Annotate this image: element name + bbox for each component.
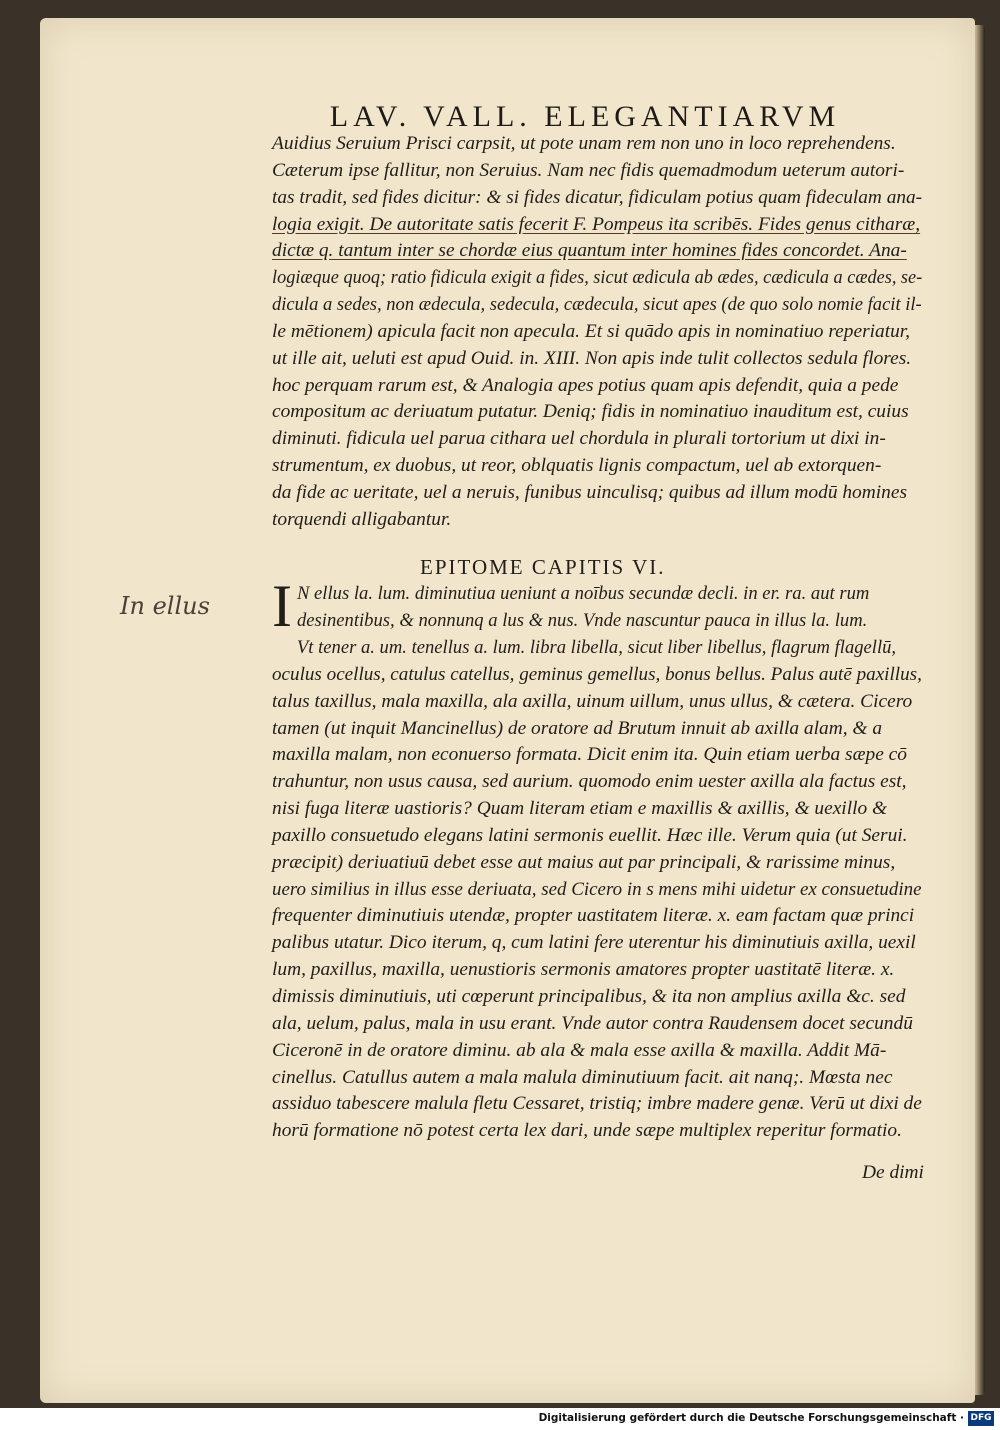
text-block-3 <box>272 635 922 1145</box>
text-block-1 <box>272 131 922 534</box>
text-line: lum, paxillus, maxilla, uenustioris sermonis amatores propter uastitatē literæ. x. <box>272 959 895 981</box>
dfg-logo[interactable]: DFG <box>968 1411 994 1426</box>
text-block-2 <box>272 573 922 639</box>
text-line: assiduo tabescere malula fletu Cessaret, tristiq; imbre madere genæ. Verū ut dixi de <box>272 1093 922 1115</box>
text-line: logiæque quoq; ratio fidicula exigit a fides, sicut ædicula ab ædes, cædicula a cædes, se- <box>272 267 923 289</box>
margin-annotation: In ellus <box>120 592 210 620</box>
running-head: LAV. VALL. ELEGANTIARVM <box>329 100 841 133</box>
footer-bar <box>0 1408 1000 1430</box>
text-line: Ciceronē in de oratore diminu. ab ala & mala esse axilla & maxilla. Addit Mā- <box>272 1039 887 1061</box>
text-line: paxillo consuetudo elegans latini sermonis euellit. Hæc ille. Verum quia (ut Serui. <box>272 824 908 846</box>
text-line: torquendi alligabantur. <box>272 508 452 530</box>
text-line: tamen (ut inquit Mancinellus) de oratore ad Brutum innuit ab axilla alam, & a <box>272 717 883 739</box>
text-line: le mētionem) apicula facit non apecula. Et si quādo apis in nominatiuo reperiatur, <box>272 320 911 342</box>
text-line: desinentibus, & nonnunq a lus & nus. Vnde nascuntur pauca in illus la. lum. <box>296 609 868 631</box>
text-line: Cæterum ipse fallitur, non Seruius. Nam nec fidis quemadmodum ueterum autori- <box>272 159 905 181</box>
text-line: dicula a sedes, non ædecula, sedecula, cædecula, sicut apes (de quo solo nomie facit il- <box>272 294 922 316</box>
text-line: talus taxillus, mala maxilla, ala axilla, uinum uillum, unus ullus, & cætera. Cicero <box>272 690 913 712</box>
text-line: logia exigit. De autoritate satis fecerit F. Pompeus ita scribēs. Fides genus citharæ, <box>272 213 921 235</box>
text-line: nisi fuga literæ uastioris? Quam literam etiam e maxillis & axillis, & uexillo & <box>272 798 888 820</box>
catchword: De dimi <box>862 1162 924 1183</box>
drop-capital: I <box>272 573 292 639</box>
text-line: uero similius in illus esse deriuata, sed Cicero in s mens mihi uidetur ex consuetudine <box>272 878 922 900</box>
text-line: Vt tener a. um. tenellus a. lum. libra libella, sicut liber libellus, flagrum flagellū, <box>296 637 897 658</box>
text-line: trahuntur, non usus causa, sed aurium. quomodo enim uester axilla ala factus est, <box>272 771 907 793</box>
text-line: compositum ac deriuatum putatur. Deniq; fidis in nominatiuo inauditum est, cuius <box>272 401 909 423</box>
text-line: præcipit) deriuatiuū debet esse aut maius aut par principali, & rarissime minus, <box>272 851 896 873</box>
text-line: palibus utatur. Dico iterum, q, cum latini fere uterentur his diminutiuis axilla, uexil <box>272 932 916 954</box>
text-line: hoc perquam rarum est, & Analogia apes potius quam apis defendit, quia a pede <box>272 374 899 396</box>
text-line: strumentum, ex duobus, ut reor, oblquatis lignis compactum, uel ab extorquen- <box>272 455 882 477</box>
text-line: frequenter diminutiuis utendæ, propter uastitatem literæ. x. eam factam quæ princi <box>272 905 915 927</box>
text-line: oculus ocellus, catulus catellus, geminus gemellus, bonus bellus. Palus autē paxillus, <box>272 663 922 685</box>
text-line: N ellus la. lum. diminutiua ueniunt a noībus secundæ decli. in er. ra. aut rum <box>296 583 870 604</box>
text-line: da fide ac ueritate, uel a neruis, funibus uinculisq; quibus ad illum modū homines <box>272 481 907 503</box>
section-heading: EPITOME CAPITIS VI. <box>420 555 666 579</box>
text-line: tas tradit, sed fides dicitur: & si fides dicatur, fidiculam potius quam fideculam ana- <box>272 186 923 208</box>
text-line: ala, uelum, palus, mala in usu erant. Vnde autor contra Raudensem docet secundū <box>272 1012 913 1034</box>
text-line: horū formatione nō potest certa lex dari, unde sæpe multiplex reperitur formatio. <box>272 1120 902 1142</box>
text-line: diminuti. fidicula uel parua cithara uel chordula in plurali tortorium ut dixi in- <box>272 428 886 450</box>
text-line: maxilla malam, non econuerso formata. Dicit enim ita. Quin etiam uerba sæpe cō <box>272 744 907 766</box>
text-line: dimissis diminutiuis, uti cœperunt principalibus, & ita non amplius axilla &c. sed <box>272 985 906 1007</box>
text-line: Auidius Seruium Prisci carpsit, ut pote unam rem non uno in loco reprehendens. <box>272 133 896 154</box>
text-line: cinellus. Catullus autem a mala malula diminutiuum facit. ait nanq;. Mœsta nec <box>272 1066 893 1088</box>
funding-notice: Digitalisierung gefördert durch die Deutsche Forschungsgemeinschaft · <box>538 1412 964 1424</box>
text-line: ut ille ait, ueluti est apud Ouid. in. XIII. Non apis inde tulit collectos sedula flores. <box>272 347 912 369</box>
text-line: dictæ q. tantum inter se chordæ eius quantum inter homines fides concordet. Ana- <box>272 240 907 262</box>
